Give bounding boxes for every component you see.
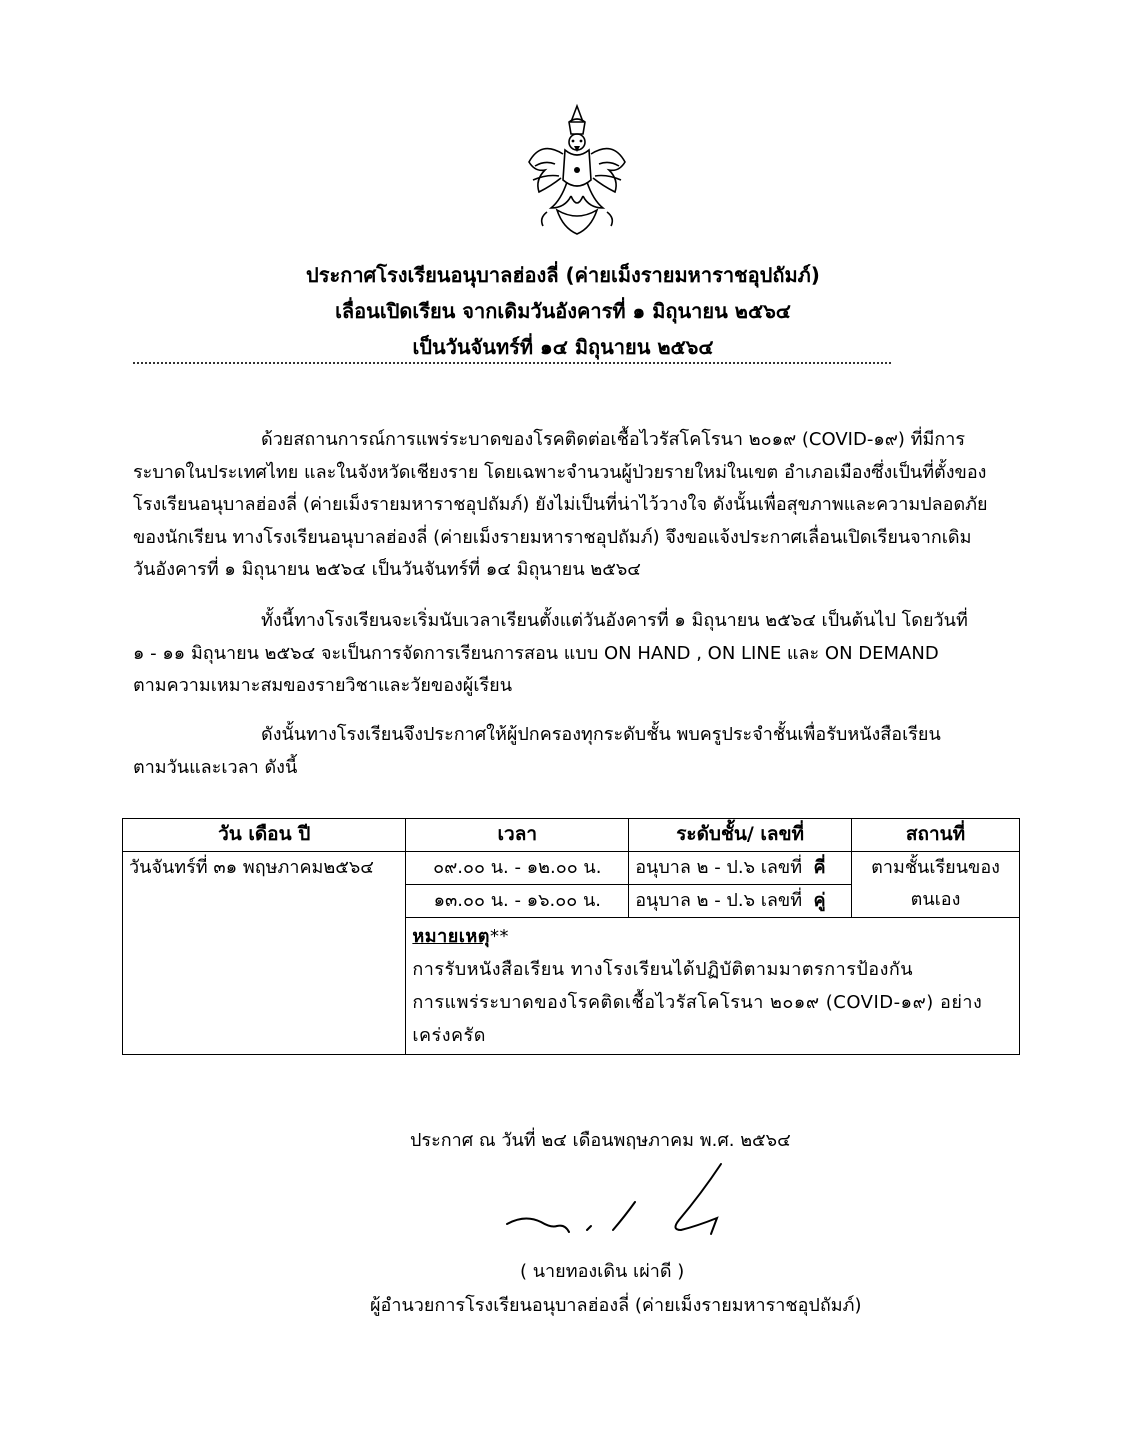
note-line: การแพร่ระบาดของโรคติดเชื้อไวรัสโคโรนา ๒๐๑๙ (COVID-๑๙) อย่าง xyxy=(412,992,983,1013)
schedule-table xyxy=(122,818,1020,1055)
signer-position: ผู้อำนวยการโรงเรียนอนุบาลฮ่องลี่ (ค่ายเม็งรายมหาราชอุปถัมภ์) xyxy=(370,1295,862,1316)
note-line: การรับหนังสือเรียน ทางโรงเรียนได้ปฏิบัติตามมาตรการป้องกัน xyxy=(412,959,914,980)
table-header-place: สถานที่ xyxy=(852,819,1020,852)
table-cell-place xyxy=(852,852,1020,918)
table-cell-level xyxy=(629,852,852,885)
parity-text: คู่ xyxy=(813,890,826,911)
note-stars: ** xyxy=(489,926,509,947)
level-text: อนุบาล ๒ - ป.๖ เลขที่ xyxy=(635,857,803,878)
table-header-date: วัน เดือน ปี xyxy=(123,819,406,852)
table-header-level: ระดับชั้น/ เลขที่ xyxy=(629,819,852,852)
table-cell-level xyxy=(629,885,852,918)
note-label: หมายเหตุ xyxy=(412,926,490,947)
table-header-row xyxy=(123,819,1020,852)
paragraph-3 xyxy=(133,719,995,784)
title-line-3: เป็นวันจันทร์ที่ ๑๔ มิถุนายน ๒๕๖๔ xyxy=(412,335,714,359)
table-cell-note xyxy=(406,918,1020,1055)
table-cell-date xyxy=(123,852,406,1055)
paragraph-2 xyxy=(133,605,995,703)
place-line: ตนเอง xyxy=(910,889,961,910)
paragraph-line: ดังนั้นทางโรงเรียนจึงประกาศให้ผู้ปกครองทุกระดับชั้น พบครูประจำชั้นเพื่อรับหนังสือเรียน xyxy=(261,724,941,745)
signature-image xyxy=(495,1160,755,1260)
paragraph-line: วันอังคารที่ ๑ มิถุนายน ๒๕๖๔ เป็นวันจันทร์ที่ ๑๔ มิถุนายน ๒๕๖๔ xyxy=(133,559,641,580)
garuda-emblem-icon xyxy=(521,100,633,240)
table-cell-time: ๑๓.๐๐ น. - ๑๖.๐๐ น. xyxy=(406,885,629,918)
paragraph-line: ตามความเหมาะสมของรายวิชาและวัยของผู้เรียน xyxy=(133,675,513,696)
paragraph-line: ๑ - ๑๑ มิถุนายน ๒๕๖๔ จะเป็นการจัดการเรียนการสอน แบบ ON HAND , ON LINE และ ON DEMAND xyxy=(133,642,939,664)
note-line: เคร่งครัด xyxy=(412,1025,486,1046)
announcement-date: ประกาศ ณ วันที่ ๒๔ เดือนพฤษภาคม พ.ศ. ๒๕๖๔ xyxy=(410,1130,791,1151)
signer-name: ( นายทองเดิน เผ่าดี ) xyxy=(520,1261,685,1282)
paragraph-line: โรงเรียนอนุบาลฮ่องลี่ (ค่ายเม็งรายมหาราชอุปถัมภ์) ยังไม่เป็นที่น่าไว้วางใจ ดังนั้นเพื่อสุขภาพและความปลอดภัย xyxy=(133,494,988,515)
paragraph-line: ทั้งนี้ทางโรงเรียนจะเริ่มนับเวลาเรียนตั้งแต่วันอังคารที่ ๑ มิถุนายน ๒๕๖๔ เป็นต้นไป โดยวันที่ xyxy=(261,610,968,631)
level-text: อนุบาล ๒ - ป.๖ เลขที่ xyxy=(635,890,803,911)
parity-text: คี่ xyxy=(813,857,826,878)
title-line-2: เลื่อนเปิดเรียน จากเดิมวันอังคารที่ ๑ มิถุนายน ๒๕๖๔ xyxy=(335,299,791,323)
title-line-1: ประกาศโรงเรียนอนุบาลฮ่องลี่ (ค่ายเม็งรายมหาราชอุปถัมภ์) xyxy=(306,263,820,287)
table-row xyxy=(123,852,1020,885)
paragraph-line: ระบาดในประเทศไทย และในจังหวัดเชียงราย โดยเฉพาะจำนวนผู้ป่วยรายใหม่ในเขต อำเภอเมืองซึ่งเป็นที่ตั้งของ xyxy=(133,461,987,483)
paragraph-line: ตามวันและเวลา ดังนี้ xyxy=(133,756,298,778)
table-cell-time: ๐๙.๐๐ น. - ๑๒.๐๐ น. xyxy=(406,852,629,885)
paragraph-line: ด้วยสถานการณ์การแพร่ระบาดของโรคติดต่อเชื้อไวรัสโคโรนา ๒๐๑๙ (COVID-๑๙) ที่มีการ xyxy=(261,429,966,450)
place-line: ตามชั้นเรียนของ xyxy=(871,857,1000,878)
paragraph-1 xyxy=(133,424,995,587)
table-header-time: เวลา xyxy=(406,819,629,852)
paragraph-line: ของนักเรียน ทางโรงเรียนอนุบาลฮ่องลี่ (ค่ายเม็งรายมหาราชอุปถัมภ์) จึงขอแจ้งประกาศเลื่อนเปิดเรียนจากเดิม xyxy=(133,526,972,548)
dotted-separator xyxy=(133,362,891,364)
date-text: วันจันทร์ที่ ๓๑ พฤษภาคม๒๕๖๔ xyxy=(129,857,374,878)
